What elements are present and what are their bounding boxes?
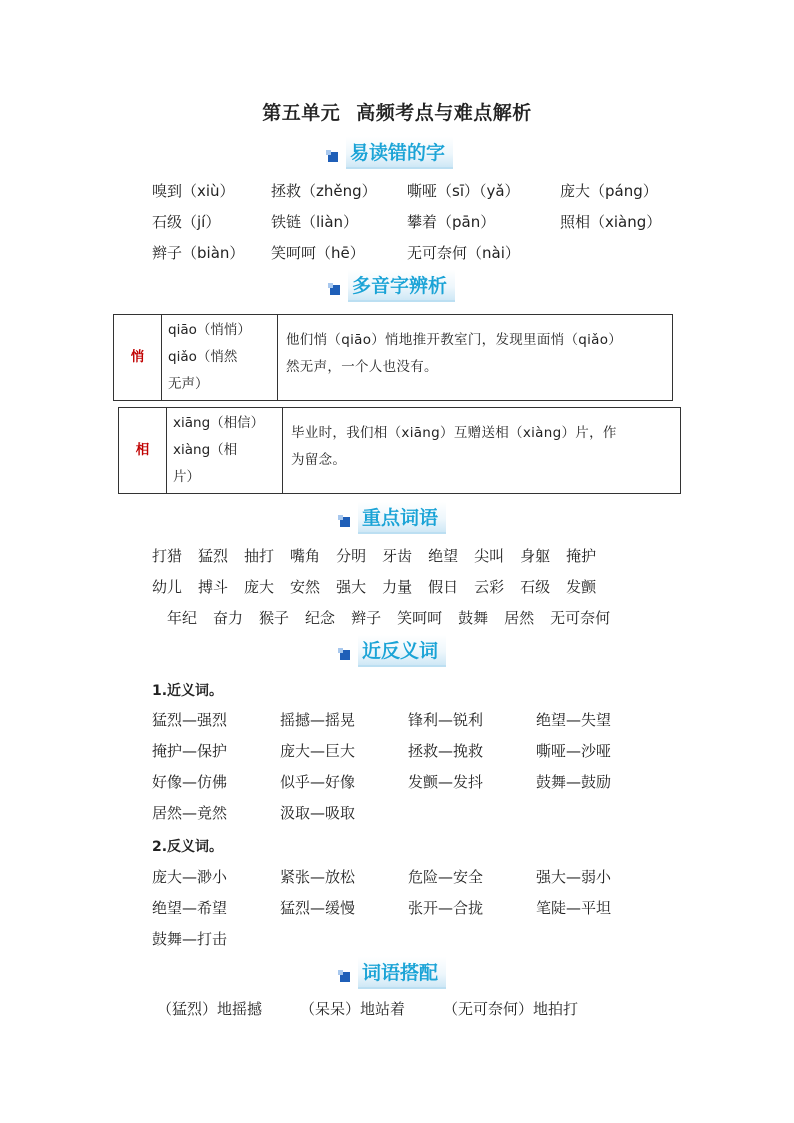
key-word: 搏斗 <box>198 578 229 596</box>
key-word: 打猎 <box>152 547 183 565</box>
antonym-pair: 庞大—渺小 <box>152 868 228 886</box>
page-title: 第五单元 高频考点与难点解析 <box>262 102 532 124</box>
key-word: 牙齿 <box>382 547 413 565</box>
key-words-row <box>152 571 626 602</box>
synonym-pair: 居然—竟然 <box>152 804 228 822</box>
key-word: 奋力 <box>213 609 244 627</box>
collocation-list <box>157 998 616 1019</box>
polyphone-table-qiao <box>113 314 673 401</box>
antonym-pair: 鼓舞—打击 <box>152 930 228 948</box>
key-word: 居然 <box>504 609 535 627</box>
collocation-item: （猛烈）地摇撼 <box>157 1000 263 1018</box>
misread-row <box>152 206 661 237</box>
section-heading-collocation: 词语搭配 <box>338 959 446 987</box>
misread-item: 拯救（zhěng） <box>271 182 377 200</box>
synonyms-subtitle: 1.近义词。 <box>152 683 224 699</box>
key-word: 云彩 <box>474 578 505 596</box>
key-words-row <box>152 540 626 571</box>
key-word: 庞大 <box>244 578 275 596</box>
synonym-row <box>152 704 611 735</box>
polyphone-char: 悄 <box>114 315 162 401</box>
section-heading-key-words: 重点词语 <box>338 504 446 532</box>
section-marker-icon <box>338 648 352 662</box>
section-marker-icon <box>338 970 352 984</box>
synonym-pair: 拯救—挽救 <box>408 742 484 760</box>
collocation-item: （无可奈何）地拍打 <box>443 1000 579 1018</box>
antonym-pair: 强大—弱小 <box>536 868 612 886</box>
polyphone-example: 毕业时，我们相（xiāng）互赠送相（xiàng）片，作 为留念。 <box>283 408 681 494</box>
misread-item: 嗅到（xiù） <box>152 182 235 200</box>
polyphone-example: 他们悄（qiāo）悄地推开教室门，发现里面悄（qiǎo） 然无声，一个人也没有。 <box>278 315 673 401</box>
synonym-row <box>152 766 611 797</box>
key-word: 分明 <box>336 547 367 565</box>
misread-item: 辫子（biàn） <box>152 244 245 262</box>
misread-row <box>152 175 661 206</box>
synonyms-list <box>152 704 611 828</box>
collocation-item: （呆呆）地站着 <box>300 1000 406 1018</box>
synonym-pair: 嘶哑—沙哑 <box>536 742 612 760</box>
section-marker-icon <box>326 150 340 164</box>
polyphone-readings: qiāo（悄悄） qiǎo（悄然 无声） <box>162 315 278 401</box>
misread-item: 嘶哑（sī）（yǎ） <box>407 182 520 200</box>
misread-row <box>152 237 661 268</box>
key-words-row <box>152 602 626 633</box>
misread-item: 庞大（páng） <box>560 182 658 200</box>
section-marker-icon <box>328 283 342 297</box>
key-word: 辫子 <box>351 609 382 627</box>
synonym-pair: 发颤—发抖 <box>408 773 484 791</box>
misread-item: 照相（xiàng） <box>560 213 662 231</box>
polyphone-char: 相 <box>119 408 167 494</box>
key-word: 笑呵呵 <box>397 609 443 627</box>
key-word: 嘴角 <box>290 547 321 565</box>
key-word: 幼儿 <box>152 578 183 596</box>
misread-item: 石级（jí） <box>152 213 221 231</box>
key-word: 抽打 <box>244 547 275 565</box>
antonym-pair: 猛烈—缓慢 <box>280 899 356 917</box>
synonym-pair: 庞大—巨大 <box>280 742 356 760</box>
synonym-pair: 好像—仿佛 <box>152 773 228 791</box>
key-word: 鼓舞 <box>458 609 489 627</box>
antonym-row <box>152 861 611 892</box>
section-heading-polyphone: 多音字辨析 <box>328 272 455 300</box>
key-word: 绝望 <box>428 547 459 565</box>
synonym-pair: 汲取—吸取 <box>280 804 356 822</box>
key-word: 无可奈何 <box>550 609 611 627</box>
key-word: 猴子 <box>259 609 290 627</box>
misread-item: 笑呵呵（hē） <box>271 244 365 262</box>
synonym-pair: 猛烈—强烈 <box>152 711 228 729</box>
antonym-row <box>152 892 611 923</box>
key-word: 掩护 <box>566 547 597 565</box>
antonym-pair: 张开—合拢 <box>408 899 484 917</box>
key-word: 尖叫 <box>474 547 505 565</box>
synonym-pair: 摇撼—摇晃 <box>280 711 356 729</box>
key-word: 猛烈 <box>198 547 229 565</box>
key-word: 力量 <box>382 578 413 596</box>
section-heading-easy-misread: 易读错的字 <box>326 139 453 167</box>
key-word: 年纪 <box>167 609 198 627</box>
synonym-row <box>152 797 611 828</box>
antonym-row <box>152 923 611 954</box>
antonym-pair: 笔陡—平坦 <box>536 899 612 917</box>
misread-list <box>152 175 661 268</box>
antonym-pair: 绝望—希望 <box>152 899 228 917</box>
synonym-pair: 锋利—锐利 <box>408 711 484 729</box>
antonyms-list <box>152 861 611 954</box>
key-word: 假日 <box>428 578 459 596</box>
key-words-list <box>152 540 626 633</box>
misread-item: 铁链（liàn） <box>271 213 359 231</box>
antonyms-subtitle: 2.反义词。 <box>152 839 224 855</box>
synonym-pair: 绝望—失望 <box>536 711 612 729</box>
key-word: 强大 <box>336 578 367 596</box>
polyphone-readings: xiāng（相信） xiàng（相 片） <box>167 408 283 494</box>
key-word: 发颤 <box>566 578 597 596</box>
misread-item: 攀着（pān） <box>407 213 496 231</box>
antonym-pair: 危险—安全 <box>408 868 484 886</box>
key-word: 身躯 <box>520 547 551 565</box>
antonym-pair: 紧张—放松 <box>280 868 356 886</box>
polyphone-table-xiang <box>118 407 681 494</box>
misread-item: 无可奈何（nài） <box>407 244 520 262</box>
key-word: 安然 <box>290 578 321 596</box>
section-heading-syn-ant: 近反义词 <box>338 637 446 665</box>
synonym-row <box>152 735 611 766</box>
key-word: 纪念 <box>305 609 336 627</box>
synonym-pair: 鼓舞—鼓励 <box>536 773 612 791</box>
synonym-pair: 似乎—好像 <box>280 773 356 791</box>
synonym-pair: 掩护—保护 <box>152 742 228 760</box>
section-marker-icon <box>338 515 352 529</box>
key-word: 石级 <box>520 578 551 596</box>
